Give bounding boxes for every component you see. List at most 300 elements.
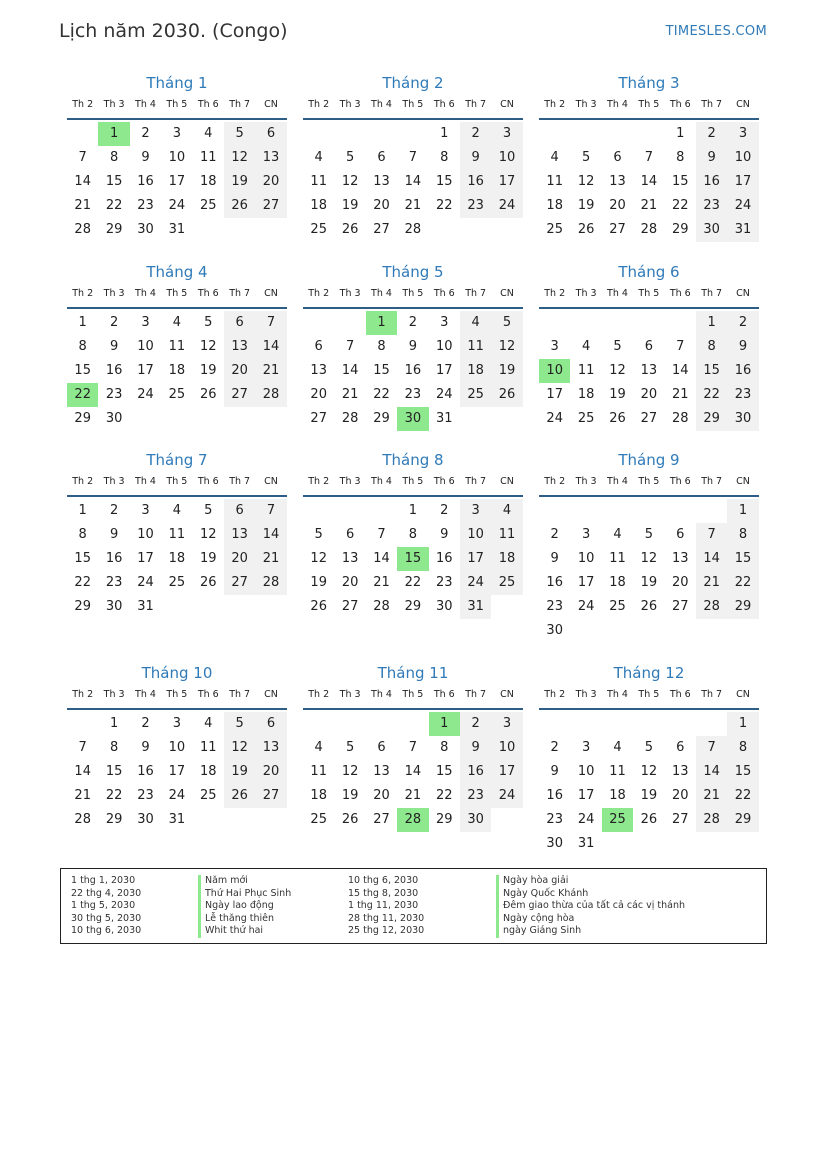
day-cell: 4 <box>550 150 559 165</box>
week-row <box>539 499 759 523</box>
weekday-label: CN <box>736 476 750 487</box>
week-row <box>303 335 523 359</box>
day-cell: 25 <box>310 812 327 827</box>
weekend-day-cell: 16 <box>696 170 727 194</box>
weekend-day-cell: 12 <box>224 736 255 760</box>
empty-cell <box>255 808 286 832</box>
day-cell: 4 <box>172 503 181 518</box>
day-cell: 24 <box>137 575 154 590</box>
legend-date: 1 thg 5, 2030 <box>71 900 136 911</box>
day-cell: 11 <box>546 174 563 189</box>
weekend-day-cell: 17 <box>727 170 758 194</box>
day-cell: 27 <box>310 411 327 426</box>
empty-cell <box>334 122 365 146</box>
weekday-label: Th 7 <box>229 99 251 110</box>
day-cell: 21 <box>341 387 359 402</box>
empty-cell <box>539 499 570 523</box>
day-cell: 11 <box>168 339 186 354</box>
legend-names-right <box>496 875 685 938</box>
empty-cell <box>429 218 460 242</box>
weekday-label: CN <box>264 288 278 299</box>
day-cell: 20 <box>671 575 689 590</box>
day-cell: 17 <box>546 387 563 402</box>
day-cell: 27 <box>341 599 359 614</box>
day-cell: 17 <box>435 363 453 378</box>
day-cell: 22 <box>671 198 689 213</box>
day-cell: 13 <box>640 363 658 378</box>
weekend-day-cell: 7 <box>255 311 286 335</box>
day-cell: 4 <box>314 740 323 755</box>
weekday-label: Th 6 <box>669 476 691 487</box>
empty-cell <box>224 218 255 242</box>
day-cell: 28 <box>373 599 390 614</box>
empty-cell <box>696 499 727 523</box>
month-calendar <box>67 70 287 242</box>
empty-cell <box>602 619 633 643</box>
day-cell: 15 <box>373 363 390 378</box>
day-cell: 14 <box>640 174 658 189</box>
month-calendar <box>303 447 523 619</box>
legend-holiday-name: Thứ Hai Phục Sinh <box>198 888 291 901</box>
weekday-label: Th 4 <box>371 689 392 700</box>
weekend-day-cell: 31 <box>727 218 758 242</box>
day-cell: 18 <box>168 363 186 378</box>
weekday-label: Th 6 <box>197 476 219 487</box>
day-cell: 6 <box>377 740 386 755</box>
weekday-label: Th 2 <box>72 689 94 700</box>
empty-cell <box>366 712 397 736</box>
weekend-day-cell: 2 <box>460 122 491 146</box>
weekend-day-cell: 17 <box>460 547 491 571</box>
weekend-day-cell: 26 <box>491 383 522 407</box>
weekday-label: Th 3 <box>575 288 597 299</box>
month-title: Tháng 2 <box>382 74 444 92</box>
weekend-day-cell: 27 <box>255 194 286 218</box>
weekday-label: Th 5 <box>166 288 188 299</box>
week-row <box>539 760 759 784</box>
weekday-header <box>303 686 523 710</box>
weekend-day-cell: 27 <box>224 571 255 595</box>
weekend-day-cell: 4 <box>491 499 522 523</box>
weekday-label: Th 7 <box>701 288 723 299</box>
week-row <box>67 335 287 359</box>
day-cell: 15 <box>105 764 123 779</box>
month-title: Tháng 7 <box>146 451 208 469</box>
weekday-label: Th 2 <box>72 476 94 487</box>
day-cell: 21 <box>640 198 658 213</box>
holiday-day-cell: 15 <box>397 547 428 571</box>
day-cell: 24 <box>168 198 186 213</box>
day-cell: 21 <box>404 198 422 213</box>
weekend-day-cell: 7 <box>255 499 286 523</box>
empty-cell <box>570 499 601 523</box>
weekday-label: Th 3 <box>103 476 125 487</box>
day-cell: 25 <box>199 788 217 803</box>
weekend-day-cell: 21 <box>696 571 727 595</box>
legend-holiday-name: Năm mới <box>198 875 291 888</box>
weekday-label: Th 6 <box>669 689 691 700</box>
weekday-label: Th 5 <box>638 99 660 110</box>
day-cell: 28 <box>404 222 422 237</box>
weekday-label: CN <box>500 99 514 110</box>
day-cell: 21 <box>373 575 390 590</box>
empty-cell <box>193 808 224 832</box>
day-cell: 28 <box>74 222 91 237</box>
week-row <box>67 760 287 784</box>
weekday-label: Th 2 <box>308 99 330 110</box>
day-cell: 31 <box>435 411 453 426</box>
legend-date: 30 thg 5, 2030 <box>71 912 142 924</box>
weekday-label: Th 4 <box>607 476 628 487</box>
day-cell: 10 <box>577 764 595 779</box>
day-cell: 9 <box>440 527 449 542</box>
day-cell: 20 <box>640 387 658 402</box>
holiday-day-cell: 22 <box>67 383 98 407</box>
weekday-label: Th 4 <box>371 476 392 487</box>
day-cell: 25 <box>609 599 626 614</box>
holiday-day-cell: 10 <box>539 359 570 383</box>
day-cell: 19 <box>640 575 658 590</box>
day-cell: 19 <box>341 788 359 803</box>
weekend-day-cell: 7 <box>696 736 727 760</box>
weekday-label: Th 5 <box>402 99 424 110</box>
weekday-label: Th 7 <box>701 689 723 700</box>
month-title: Tháng 8 <box>382 451 444 469</box>
weekday-label: Th 6 <box>669 288 691 299</box>
day-cell: 21 <box>404 788 422 803</box>
day-cell: 7 <box>78 150 87 165</box>
week-row <box>303 547 523 571</box>
month-weeks <box>539 712 759 856</box>
day-cell: 2 <box>109 503 119 518</box>
day-cell: 19 <box>310 575 327 590</box>
day-cell: 4 <box>204 716 213 731</box>
day-cell: 13 <box>373 764 390 779</box>
day-cell: 5 <box>581 150 591 165</box>
weekday-label: Th 5 <box>638 476 660 487</box>
weekday-label: Th 4 <box>135 288 156 299</box>
weekday-header <box>67 285 287 309</box>
day-cell: 8 <box>676 150 685 165</box>
empty-cell <box>460 407 491 431</box>
day-cell: 30 <box>435 599 453 614</box>
empty-cell <box>570 122 601 146</box>
weekend-day-cell: 24 <box>727 194 758 218</box>
legend-holiday-name: Ngày lao động <box>198 900 291 913</box>
weekend-day-cell: 10 <box>491 736 522 760</box>
day-cell: 22 <box>435 788 453 803</box>
week-row <box>539 523 759 547</box>
week-row <box>539 619 759 643</box>
day-cell: 23 <box>105 387 123 402</box>
day-cell: 8 <box>408 527 417 542</box>
day-cell: 12 <box>341 174 359 189</box>
day-cell: 19 <box>577 198 595 213</box>
empty-cell <box>334 499 365 523</box>
weekday-label: Th 6 <box>197 288 219 299</box>
week-row <box>539 832 759 856</box>
day-cell: 18 <box>310 198 327 213</box>
weekend-day-cell: 26 <box>224 194 255 218</box>
day-cell: 3 <box>440 315 449 330</box>
day-cell: 22 <box>74 575 91 590</box>
weekend-day-cell: 22 <box>727 571 758 595</box>
weekday-label: Th 5 <box>638 288 660 299</box>
weekday-label: Th 3 <box>103 689 125 700</box>
weekend-day-cell: 17 <box>491 170 522 194</box>
day-cell: 20 <box>373 788 390 803</box>
weekend-day-cell: 20 <box>224 359 255 383</box>
day-cell: 14 <box>373 551 390 566</box>
weekend-day-cell: 12 <box>491 335 522 359</box>
week-row <box>67 712 287 736</box>
week-row <box>303 595 523 619</box>
week-row <box>539 359 759 383</box>
day-cell: 18 <box>310 788 327 803</box>
weekend-day-cell: 30 <box>727 407 758 431</box>
weekend-day-cell: 21 <box>255 547 286 571</box>
week-row <box>67 808 287 832</box>
weekend-day-cell: 8 <box>727 523 758 547</box>
week-row <box>539 335 759 359</box>
day-cell: 23 <box>137 788 154 803</box>
day-cell: 10 <box>168 150 186 165</box>
day-cell: 7 <box>78 740 87 755</box>
day-cell: 12 <box>199 527 217 542</box>
day-cell: 22 <box>105 788 123 803</box>
weekday-label: Th 6 <box>433 689 455 700</box>
day-cell: 12 <box>640 764 658 779</box>
month-calendar <box>67 259 287 431</box>
day-cell: 20 <box>609 198 626 213</box>
day-cell: 28 <box>640 222 658 237</box>
site-link[interactable]: TIMESLES.COM <box>665 24 767 39</box>
weekday-label: Th 3 <box>339 288 361 299</box>
weekend-day-cell: 23 <box>696 194 727 218</box>
weekday-label: CN <box>736 99 750 110</box>
day-cell: 21 <box>671 387 689 402</box>
weekday-header <box>539 473 759 497</box>
empty-cell <box>602 311 633 335</box>
day-cell: 3 <box>141 315 150 330</box>
weekend-day-cell: 14 <box>696 547 727 571</box>
day-cell: 15 <box>105 174 123 189</box>
day-cell: 6 <box>345 527 355 542</box>
day-cell: 30 <box>137 222 154 237</box>
day-cell: 25 <box>577 411 595 426</box>
week-row <box>539 571 759 595</box>
day-cell: 18 <box>577 387 595 402</box>
day-cell: 16 <box>404 363 422 378</box>
day-cell: 11 <box>199 150 217 165</box>
day-cell: 2 <box>550 527 559 542</box>
day-cell: 8 <box>78 339 87 354</box>
weekend-day-cell: 30 <box>696 218 727 242</box>
weekend-day-cell: 9 <box>696 146 727 170</box>
weekend-day-cell: 24 <box>491 784 522 808</box>
empty-cell <box>334 712 365 736</box>
day-cell: 2 <box>550 740 559 755</box>
weekday-label: Th 2 <box>308 689 330 700</box>
weekday-label: Th 7 <box>229 476 251 487</box>
weekend-day-cell: 6 <box>224 311 255 335</box>
month-weeks <box>303 499 523 619</box>
legend-holiday-name: Whit thứ hai <box>198 925 291 938</box>
weekend-day-cell: 29 <box>727 808 758 832</box>
day-cell: 27 <box>373 812 390 827</box>
day-cell: 1 <box>408 503 417 518</box>
weekend-day-cell: 16 <box>727 359 758 383</box>
weekend-day-cell: 23 <box>460 194 491 218</box>
day-cell: 14 <box>74 764 91 779</box>
weekend-day-cell: 21 <box>255 359 286 383</box>
weekend-day-cell: 11 <box>460 335 491 359</box>
empty-cell <box>633 619 664 643</box>
holiday-day-cell: 1 <box>429 712 460 736</box>
week-row <box>303 311 523 335</box>
day-cell: 17 <box>577 788 595 803</box>
weekend-day-cell: 16 <box>460 170 491 194</box>
weekend-day-cell: 3 <box>491 712 522 736</box>
day-cell: 5 <box>644 740 653 755</box>
day-cell: 23 <box>137 198 154 213</box>
day-cell: 23 <box>546 812 563 827</box>
weekend-day-cell: 12 <box>224 146 255 170</box>
month-weeks <box>67 499 287 619</box>
day-cell: 17 <box>137 551 154 566</box>
empty-cell <box>602 499 633 523</box>
day-cell: 29 <box>373 411 390 426</box>
day-cell: 28 <box>74 812 91 827</box>
week-row <box>67 571 287 595</box>
day-cell: 11 <box>310 764 327 779</box>
day-cell: 24 <box>435 387 453 402</box>
legend-names-left <box>198 875 291 938</box>
week-row <box>67 547 287 571</box>
legend-date: 10 thg 6, 2030 <box>348 875 419 886</box>
day-cell: 16 <box>137 764 154 779</box>
day-cell: 22 <box>373 387 390 402</box>
day-cell: 2 <box>141 126 150 141</box>
empty-cell <box>224 595 255 619</box>
week-row <box>303 523 523 547</box>
empty-cell <box>224 407 255 431</box>
weekday-header <box>67 96 287 120</box>
empty-cell <box>665 619 696 643</box>
page-title: Lịch năm 2030. (Congo) <box>59 20 288 42</box>
empty-cell <box>570 712 601 736</box>
day-cell: 1 <box>109 716 119 731</box>
weekday-label: Th 2 <box>544 99 566 110</box>
day-cell: 11 <box>577 363 595 378</box>
day-cell: 25 <box>168 575 186 590</box>
month-calendar <box>303 259 523 431</box>
day-cell: 11 <box>310 174 327 189</box>
day-cell: 11 <box>199 740 217 755</box>
holiday-day-cell: 28 <box>397 808 428 832</box>
weekday-label: Th 6 <box>433 476 455 487</box>
day-cell: 7 <box>345 339 355 354</box>
month-title: Tháng 3 <box>618 74 680 92</box>
week-row <box>67 595 287 619</box>
day-cell: 9 <box>141 740 150 755</box>
weekend-day-cell: 13 <box>255 736 286 760</box>
week-row <box>67 499 287 523</box>
day-cell: 12 <box>341 764 359 779</box>
week-row <box>303 712 523 736</box>
weekday-label: CN <box>264 99 278 110</box>
month-weeks <box>67 712 287 832</box>
weekend-day-cell: 16 <box>460 760 491 784</box>
weekday-label: Th 4 <box>607 99 628 110</box>
weekday-label: Th 5 <box>166 689 188 700</box>
holiday-day-cell: 30 <box>397 407 428 431</box>
day-cell: 30 <box>105 599 123 614</box>
weekend-day-cell: 9 <box>460 736 491 760</box>
weekend-day-cell: 29 <box>727 595 758 619</box>
weekend-day-cell: 1 <box>727 712 758 736</box>
legend-date: 22 thg 4, 2030 <box>71 887 142 899</box>
week-row <box>67 383 287 407</box>
empty-cell <box>539 712 570 736</box>
weekend-day-cell: 13 <box>224 335 255 359</box>
weekend-day-cell: 22 <box>727 784 758 808</box>
weekday-label: Th 4 <box>607 689 628 700</box>
weekday-label: Th 5 <box>402 689 424 700</box>
weekday-label: Th 7 <box>229 288 251 299</box>
empty-cell <box>539 311 570 335</box>
day-cell: 9 <box>550 764 559 779</box>
weekend-day-cell: 9 <box>460 146 491 170</box>
day-cell: 3 <box>550 339 559 354</box>
weekend-day-cell: 26 <box>224 784 255 808</box>
weekday-label: CN <box>264 476 278 487</box>
weekday-header <box>303 285 523 309</box>
empty-cell <box>255 407 286 431</box>
weekend-day-cell: 28 <box>255 571 286 595</box>
month-weeks <box>67 311 287 431</box>
week-row <box>303 808 523 832</box>
weekday-label: Th 4 <box>135 99 156 110</box>
day-cell: 16 <box>137 174 154 189</box>
day-cell: 14 <box>341 363 359 378</box>
empty-cell <box>303 122 334 146</box>
week-row <box>303 359 523 383</box>
empty-cell <box>193 595 224 619</box>
day-cell: 21 <box>74 788 91 803</box>
day-cell: 12 <box>577 174 595 189</box>
weekday-label: Th 3 <box>575 99 597 110</box>
weekend-day-cell: 13 <box>224 523 255 547</box>
day-cell: 16 <box>435 551 453 566</box>
weekend-day-cell: 10 <box>460 523 491 547</box>
empty-cell <box>727 832 758 856</box>
day-cell: 3 <box>581 740 591 755</box>
day-cell: 4 <box>581 339 591 354</box>
day-cell: 19 <box>199 551 217 566</box>
day-cell: 25 <box>310 222 327 237</box>
day-cell: 24 <box>168 788 186 803</box>
day-cell: 4 <box>172 315 181 330</box>
day-cell: 1 <box>78 315 87 330</box>
day-cell: 17 <box>168 174 186 189</box>
day-cell: 29 <box>74 599 91 614</box>
weekday-label: Th 7 <box>465 476 487 487</box>
weekday-label: Th 2 <box>308 476 330 487</box>
weekend-day-cell: 8 <box>727 736 758 760</box>
day-cell: 6 <box>314 339 323 354</box>
day-cell: 16 <box>546 575 563 590</box>
